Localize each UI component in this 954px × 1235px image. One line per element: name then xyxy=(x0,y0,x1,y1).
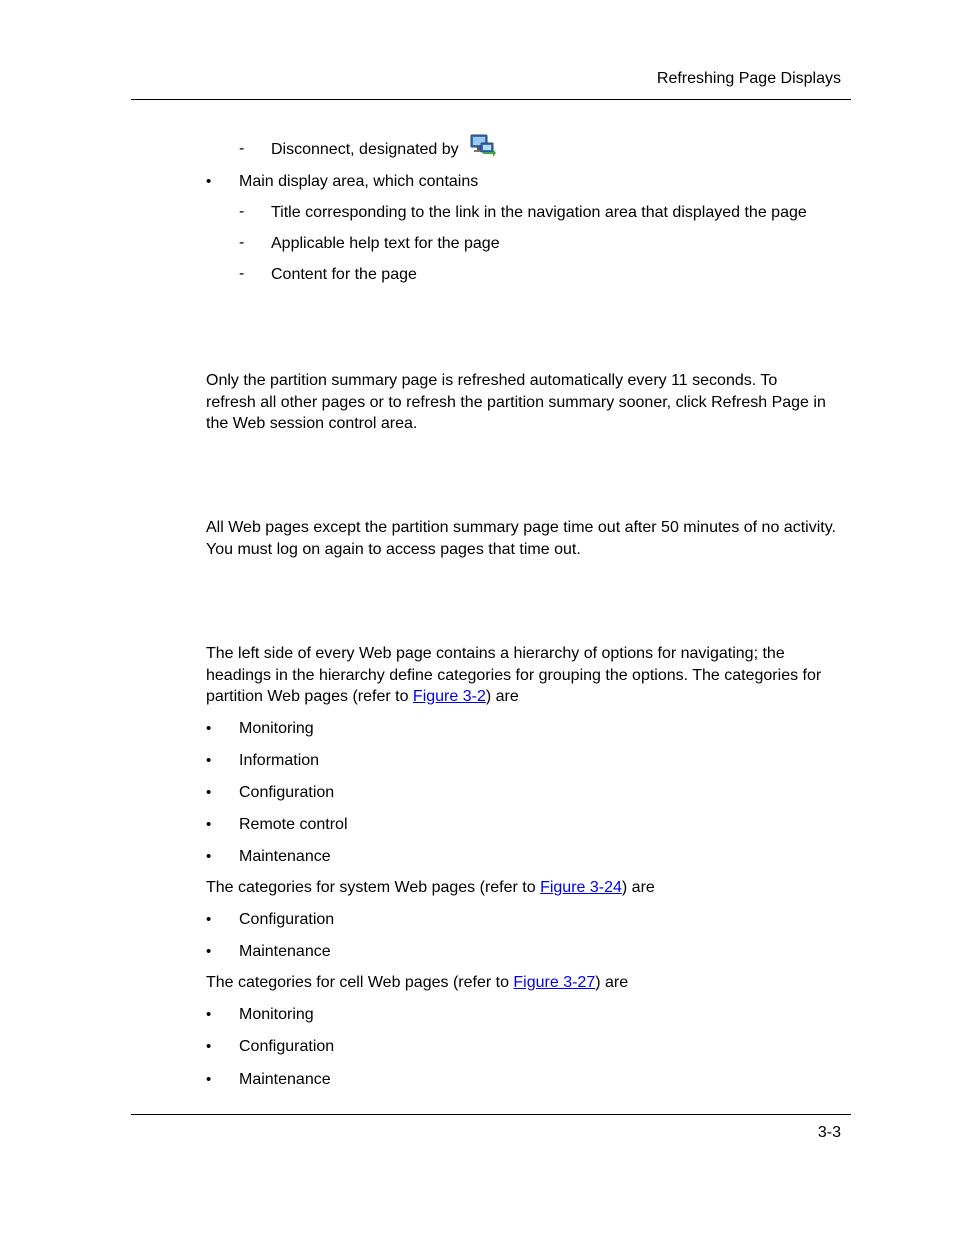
figure-3-24-link[interactable]: Figure 3-24 xyxy=(540,879,622,896)
list-bullet: • xyxy=(206,784,212,801)
list-bullet: • xyxy=(206,720,212,737)
list-dash: - xyxy=(239,234,245,251)
page-number: 3-3 xyxy=(817,1124,841,1141)
list-bullet: • xyxy=(206,943,212,960)
category-item: Monitoring xyxy=(239,720,314,737)
paragraph-line: You must log on again to access pages that time out. xyxy=(206,540,581,558)
paragraph-line: refresh all other pages or to refresh the partition summary sooner, click Refresh Page in xyxy=(206,393,826,411)
sub-item-text: Content for the page xyxy=(271,266,417,283)
paragraph-text: ) are xyxy=(485,688,519,705)
sub-item-text: Title corresponding to the link in the navigation area that displayed the page xyxy=(271,204,807,221)
header-rule xyxy=(131,99,851,100)
list-dash: - xyxy=(239,140,245,157)
category-item: Configuration xyxy=(239,911,335,928)
category-item: Maintenance xyxy=(239,848,331,865)
figure-3-27-link[interactable]: Figure 3-27 xyxy=(513,974,596,991)
paragraph-text: partition Web pages (refer to xyxy=(206,688,413,705)
paragraph-line xyxy=(206,686,856,708)
list-bullet: • xyxy=(206,848,212,865)
category-item: Configuration xyxy=(239,1038,335,1055)
cell-categories-sentence xyxy=(206,972,628,994)
sentence-text: The categories for cell Web pages (refer to xyxy=(206,974,514,991)
running-header-title: Refreshing Page Displays xyxy=(656,70,841,87)
paragraph-line: Only the partition summary page is refreshed automatically every 11 seconds. To xyxy=(206,372,778,389)
list-dash: - xyxy=(239,265,245,282)
paragraph-line: headings in the hierarchy define categories for grouping the options. The categories for xyxy=(206,666,822,684)
sub-item-text: Applicable help text for the page xyxy=(271,235,500,252)
footer-rule xyxy=(131,1114,851,1115)
category-item: Maintenance xyxy=(239,1071,331,1088)
list-dash: - xyxy=(239,203,245,220)
timeout-paragraph xyxy=(206,517,856,560)
paragraph-line: The left side of every Web page contains a hierarchy of options for navigating; the xyxy=(206,645,785,662)
sentence-text: ) are xyxy=(621,879,655,896)
disconnect-item-text: Disconnect, designated by xyxy=(271,141,459,158)
category-item: Information xyxy=(239,752,320,769)
list-bullet: • xyxy=(206,911,212,928)
list-bullet: • xyxy=(206,816,212,833)
list-bullet: • xyxy=(206,1006,212,1023)
list-bullet: • xyxy=(206,173,212,190)
category-item: Remote control xyxy=(239,816,348,833)
navigation-paragraph xyxy=(206,643,856,708)
list-bullet: • xyxy=(206,752,212,769)
sentence-text: ) are xyxy=(595,974,629,991)
main-display-item-text: Main display area, which contains xyxy=(239,173,479,190)
category-item: Maintenance xyxy=(239,943,331,960)
category-item: Configuration xyxy=(239,784,335,801)
refresh-paragraph xyxy=(206,370,856,435)
paragraph-line: the Web session control area. xyxy=(206,415,418,432)
list-bullet: • xyxy=(206,1071,212,1088)
paragraph-line: All Web pages except the partition summary page time out after 50 minutes of no activity. xyxy=(206,519,836,536)
figure-3-2-link[interactable]: Figure 3-2 xyxy=(412,688,486,705)
list-bullet: • xyxy=(206,1038,212,1055)
system-categories-sentence xyxy=(206,877,655,899)
sentence-text: The categories for system Web pages (refer to xyxy=(206,879,541,896)
category-item: Monitoring xyxy=(239,1006,314,1023)
disconnect-icon xyxy=(469,132,497,158)
